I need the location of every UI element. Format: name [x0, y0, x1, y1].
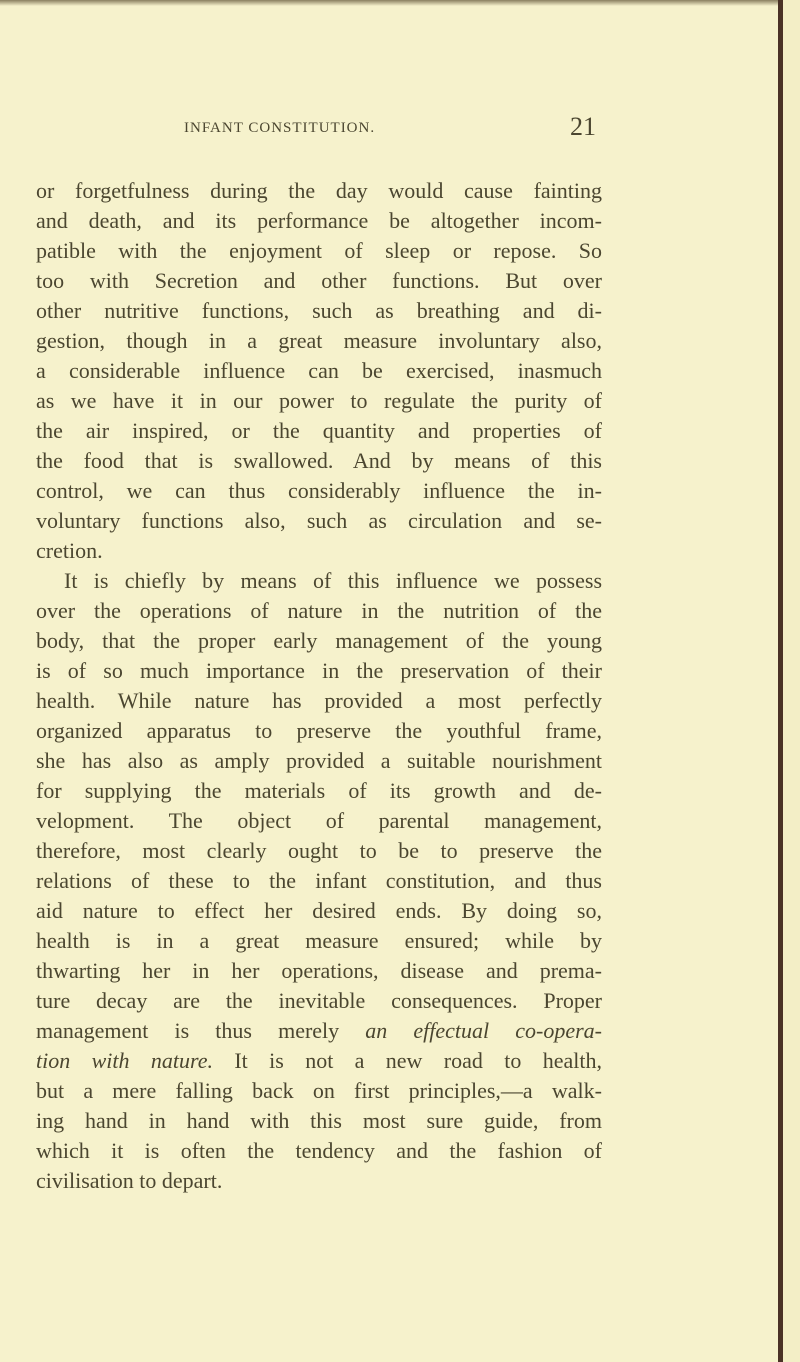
text-line — [36, 806, 602, 836]
text-line — [36, 206, 602, 236]
text-span: health is in a great measure ensured; while by — [36, 928, 602, 953]
text-span: thwarting her in her operations, disease and prema- — [36, 958, 602, 983]
text-line — [36, 296, 602, 326]
text-line — [36, 866, 602, 896]
text-line — [36, 386, 602, 416]
text-line — [36, 626, 602, 656]
text-span: control, we can thus considerably influence the in- — [36, 478, 602, 503]
text-span: gestion, though in a great measure involuntary also, — [36, 328, 602, 353]
text-line — [36, 1046, 602, 1076]
text-span: body, that the proper early management of the young — [36, 628, 602, 653]
body-text — [36, 176, 602, 1196]
text-span: civilisation to depart. — [36, 1168, 223, 1193]
text-span: aid nature to effect her desired ends. By doing so, — [36, 898, 602, 923]
page-number: 21 — [570, 112, 596, 141]
text-line — [36, 896, 602, 926]
text-line — [36, 326, 602, 356]
text-span: relations of these to the infant constitution, and thus — [36, 868, 602, 893]
text-span: as we have it in our power to regulate the purity of — [36, 388, 602, 413]
text-span: management is thus merely — [36, 1018, 366, 1043]
text-span: a considerable influence can be exercised, inasmuch — [36, 358, 602, 383]
adjacent-page-margin — [783, 0, 800, 1362]
text-line — [36, 1136, 602, 1166]
text-span: therefore, most clearly ought to be to preserve the — [36, 838, 602, 863]
text-span: is of so much importance in the preservation of their — [36, 658, 602, 683]
text-line — [36, 1166, 602, 1196]
text-line — [36, 416, 602, 446]
text-line — [36, 236, 602, 266]
text-span: It is chiefly by means of this influence we possess — [64, 568, 602, 593]
text-line — [36, 476, 602, 506]
text-line — [36, 536, 602, 566]
text-line — [36, 446, 602, 476]
text-line — [36, 176, 602, 206]
text-span: health. While nature has provided a most perfectly — [36, 688, 602, 713]
italic-text: tion with nature. — [36, 1048, 213, 1073]
text-line — [36, 836, 602, 866]
text-span: but a mere falling back on first principles,—a walk- — [36, 1078, 602, 1103]
text-span: the air inspired, or the quantity and properties of — [36, 418, 602, 443]
italic-text: an effectual co-opera- — [365, 1018, 602, 1043]
text-line — [36, 776, 602, 806]
text-span: the food that is swallowed. And by means of this — [36, 448, 602, 473]
text-line — [36, 716, 602, 746]
text-line — [36, 926, 602, 956]
text-span: over the operations of nature in the nutrition of the — [36, 598, 602, 623]
text-span: voluntary functions also, such as circulation and se- — [36, 508, 602, 533]
text-span: velopment. The object of parental management, — [36, 808, 602, 833]
text-line — [36, 1106, 602, 1136]
text-line — [36, 746, 602, 776]
text-line — [36, 566, 602, 596]
text-span: she has also as amply provided a suitable nourishment — [36, 748, 602, 773]
text-line — [36, 506, 602, 536]
text-line — [36, 266, 602, 296]
page-top-shadow — [0, 0, 778, 6]
text-span: organized apparatus to preserve the youthful frame, — [36, 718, 602, 743]
text-span: or forgetfulness during the day would cause fainting — [36, 178, 602, 203]
text-span: for supplying the materials of its growth and de- — [36, 778, 602, 803]
text-line — [36, 356, 602, 386]
running-head: INFANT CONSTITUTION. — [184, 120, 376, 136]
text-line — [36, 1076, 602, 1106]
text-span: too with Secretion and other functions. But over — [36, 268, 602, 293]
text-span: patible with the enjoyment of sleep or repose. So — [36, 238, 602, 263]
text-span: It is not a new road to health, — [212, 1048, 602, 1073]
text-line — [36, 686, 602, 716]
text-span: ing hand in hand with this most sure guide, from — [36, 1108, 602, 1133]
text-span: and death, and its performance be altogether incom- — [36, 208, 602, 233]
text-span: ture decay are the inevitable consequences. Proper — [36, 988, 602, 1013]
text-span: which it is often the tendency and the fashion of — [36, 1138, 602, 1163]
text-line — [36, 956, 602, 986]
text-span: other nutritive functions, such as breathing and di- — [36, 298, 602, 323]
text-line — [36, 986, 602, 1016]
text-line — [36, 1016, 602, 1046]
text-span: cretion. — [36, 538, 103, 563]
text-line — [36, 656, 602, 686]
text-line — [36, 596, 602, 626]
